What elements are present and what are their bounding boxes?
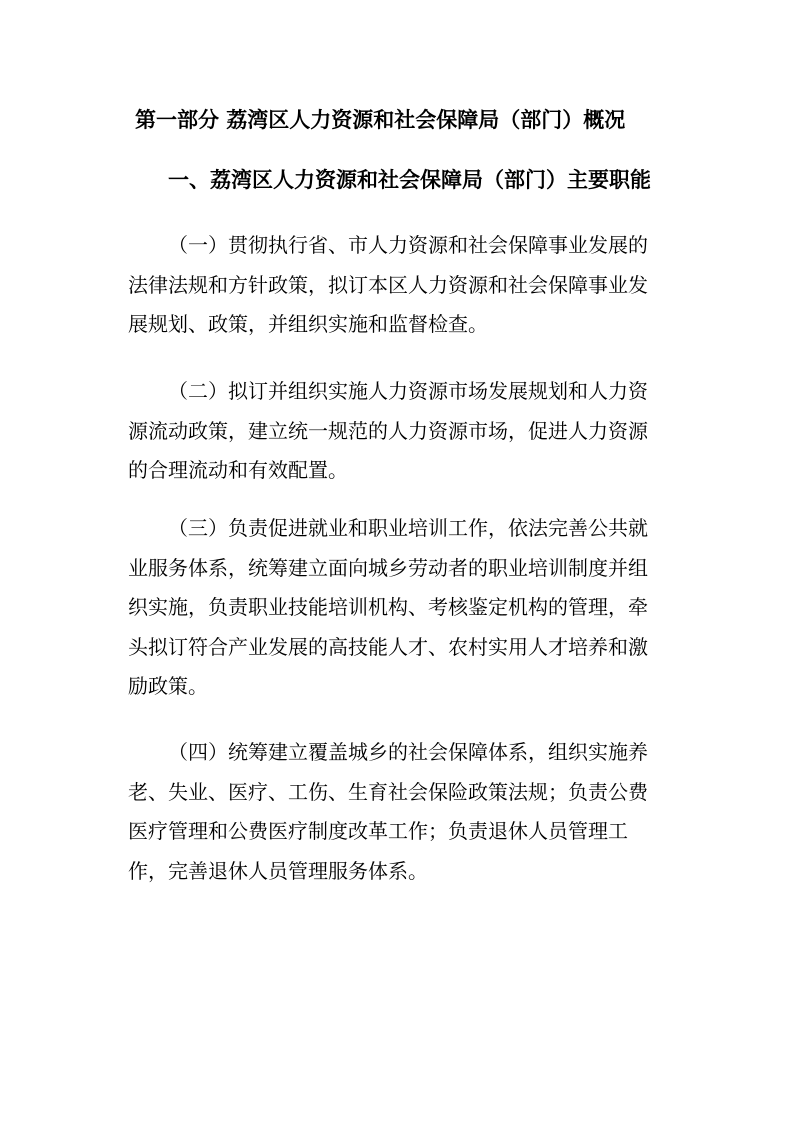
paragraph-line: 业服务体系，统筹建立面向城乡劳动者的职业培训制度并组 (128, 555, 648, 580)
paragraph-line: （一）贯彻执行省、市人力资源和社会保障事业发展的 (168, 233, 648, 257)
paragraph-1 (128, 226, 688, 345)
paragraph-line: （三）负责促进就业和职业培训工作，依法完善公共就 (168, 516, 648, 540)
part-title: 第一部分 荔湾区人力资源和社会保障局（部门）概况 (135, 107, 626, 132)
paragraph-line: 的合理流动和有效配置。 (128, 458, 348, 482)
paragraph-line: 医疗管理和公费医疗制度改革工作；负责退休人员管理工 (128, 819, 628, 843)
paragraph-line: （四）统筹建立覆盖城乡的社会保障体系，组织实施养 (168, 740, 648, 764)
section-title: 一、荔湾区人力资源和社会保障局（部门）主要职能 (168, 167, 651, 192)
paragraph-line: 展规划、政策，并组织实施和监督检查。 (128, 312, 488, 336)
paragraph-2 (128, 372, 688, 491)
paragraph-line: 织实施，负责职业技能培训机构、考核鉴定机构的管理，牵 (128, 595, 648, 619)
paragraph-line: 头拟订符合产业发展的高技能人才、农村实用人才培养和激 (128, 634, 648, 659)
paragraph-line: 源流动政策，建立统一规范的人力资源市场，促进人力资源 (128, 418, 648, 443)
paragraph-3 (128, 509, 688, 707)
paragraph-line: 励政策。 (128, 674, 208, 698)
paragraph-4 (128, 733, 688, 891)
paragraph-line: 法律法规和方针政策，拟订本区人力资源和社会保障事业发 (128, 272, 648, 297)
paragraph-line: （二）拟订并组织实施人力资源市场发展规划和人力资 (168, 379, 648, 403)
paragraph-line: 作，完善退休人员管理服务体系。 (128, 858, 428, 883)
paragraph-line: 老、失业、医疗、工伤、生育社会保险政策法规；负责公费 (128, 779, 648, 804)
